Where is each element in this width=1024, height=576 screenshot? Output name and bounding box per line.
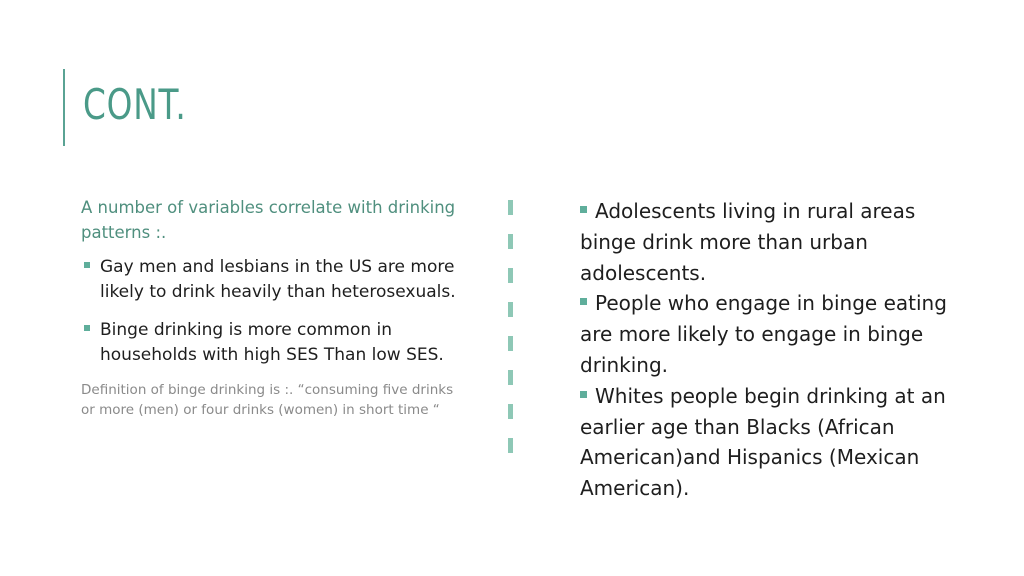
divider-dash: [508, 336, 513, 351]
right-bullet-text: Adolescents living in rural areas binge drink more than urban adolescents.: [580, 199, 916, 285]
right-bullet-item: [580, 196, 960, 288]
definition-note: Definition of binge drinking is :. “consuming five drinks or more (men) or four drinks (women) in short time “: [81, 382, 454, 418]
square-bullet-icon: [580, 206, 587, 213]
divider-dash: [508, 404, 513, 419]
divider-dash: [508, 200, 513, 215]
divider-dash: [508, 302, 513, 317]
title-accent-bar: [63, 69, 65, 146]
left-bullet-text: Gay men and lesbians in the US are more likely to drink heavily than heterosexuals.: [100, 257, 456, 302]
left-bullet-item: [81, 318, 461, 368]
right-bullet-text: People who engage in binge eating are more likely to engage in binge drinking.: [580, 291, 947, 377]
divider-dash: [508, 438, 513, 453]
square-bullet-icon: [580, 298, 587, 305]
divider-dash: [508, 370, 513, 385]
right-bullet-item: [580, 381, 960, 504]
intro-text: A number of variables correlate with drinking patterns :.: [81, 198, 456, 242]
slide-title: CONT.: [83, 80, 187, 129]
square-bullet-icon: [84, 325, 90, 331]
right-bullet-item: [580, 288, 960, 380]
square-bullet-icon: [580, 391, 587, 398]
right-column: [580, 196, 960, 504]
divider-dash: [508, 234, 513, 249]
left-column: [81, 195, 461, 420]
right-bullet-text: Whites people begin drinking at an earlier age than Blacks (African American)and Hispanics (Mexican American).: [580, 383, 946, 501]
column-divider: [508, 200, 514, 460]
left-bullet-item: [81, 255, 461, 305]
square-bullet-icon: [84, 262, 90, 268]
left-bullet-text: Binge drinking is more common in households with high SES Than low SES.: [100, 320, 444, 365]
divider-dash: [508, 268, 513, 283]
